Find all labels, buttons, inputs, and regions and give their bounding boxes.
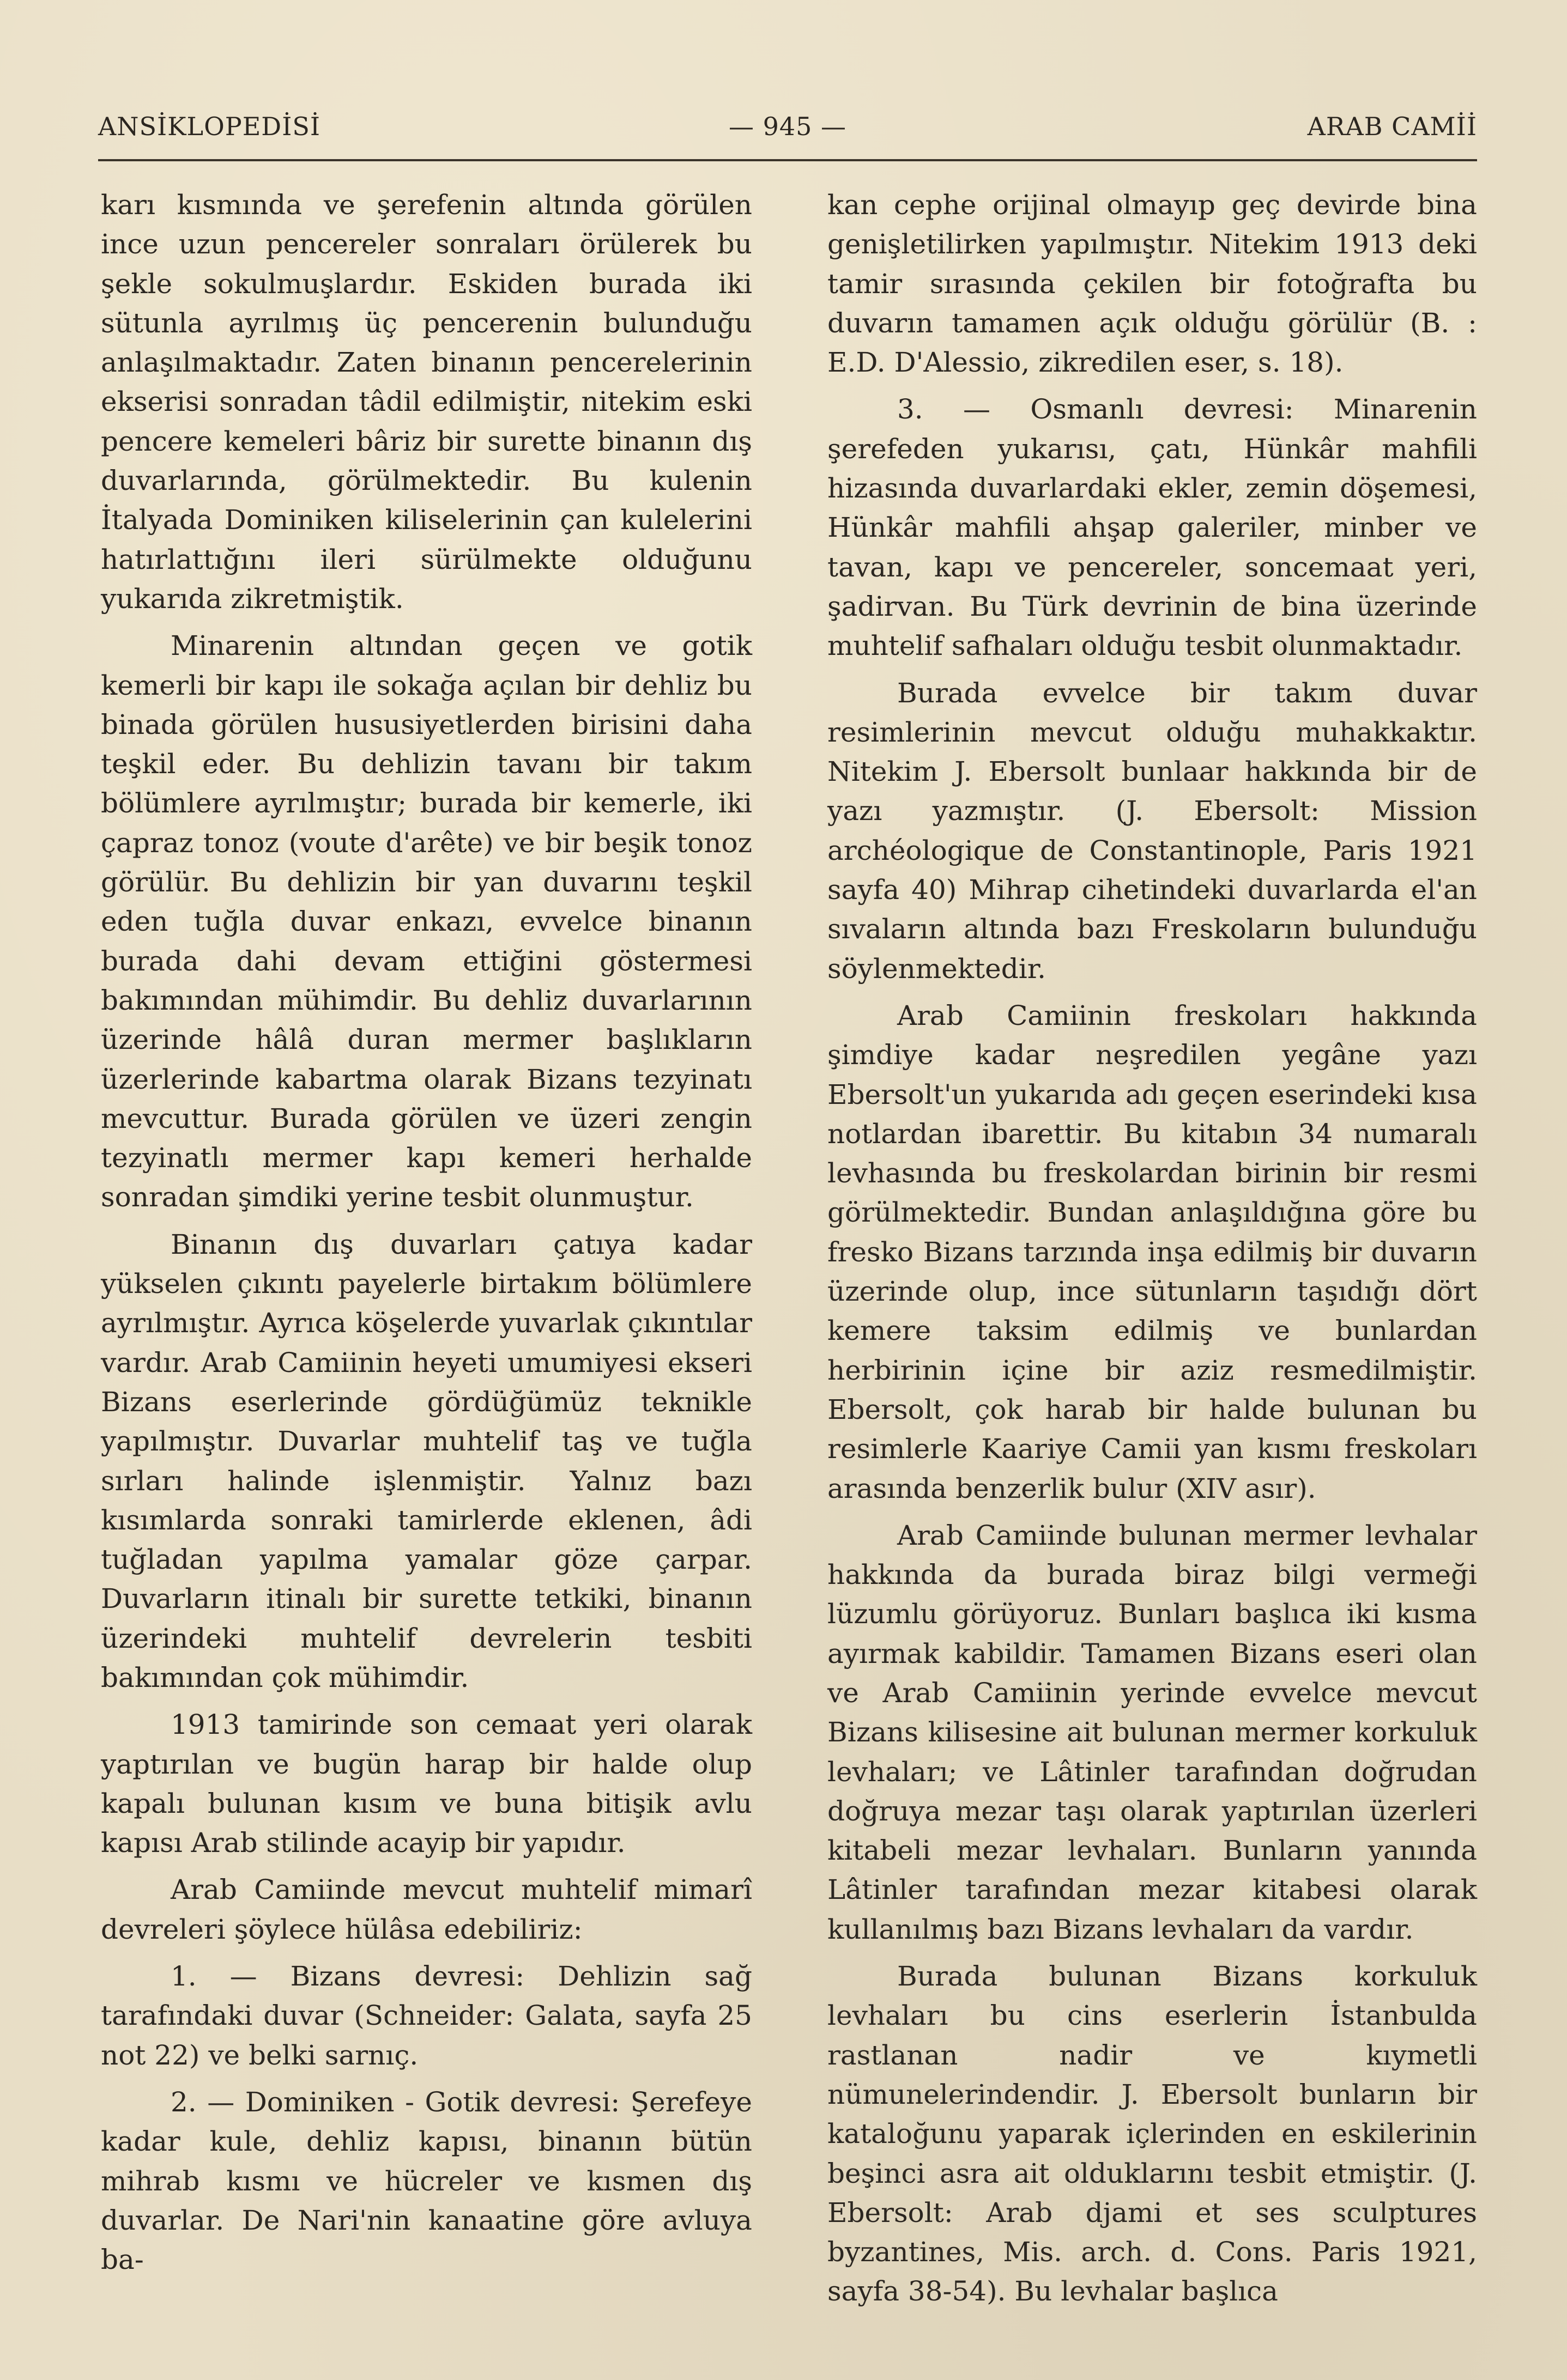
paragraph: Minarenin altından geçen ve gotik kemerli bir kapı ile sokağa açılan bir dehliz bu binada görülen hususiyetlerden birisini daha teşkil eder. Bu dehlizin tavanı bir takım bölümlere ayrılmıştır; burada bir kemerle, iki çapraz tonoz (voute d'arête) ve bir beşik tonoz görülür. Bu dehlizin bir yan duvarını teşkil eden tuğla duvar enkazı, evvelce binanın burada dahi devam ettiğini göstermesi bakımından mühimdir. Bu dehliz duvarlarının üzerinde hâlâ duran mermer başlıkların üzerlerinde kabartma olarak Bizans tezyinatı mevcuttur. Burada görülen ve üzeri zengin tezyinatlı mermer kapı kemeri herhalde sonradan şimdiki yerine tesbit olunmuştur. [101, 630, 752, 1213]
header-right: ARAB CAMİİ [1307, 112, 1477, 141]
paragraph: Arab Camiinin freskoları hakkında şimdiye kadar neşredilen yegâne yazı Ebersolt'un yukarıda adı geçen eserindeki kısa notlardan ibarettir. Bu kitabın 34 numaralı levhasında bu freskolardan birinin bir resmi görülmektedir. Bundan anlaşıldığına göre bu fresko Bizans tarzında inşa edilmiş bir duvarın üzerinde olup, ince sütunların taşıdığı dört kemere taksim edilmiş ve bunlardan herbirinin içine bir aziz resmedilmiştir. Ebersolt, çok harab bir halde bulunan bu resimlerle Kaariye Camii yan kısmı freskoları arasında benzerlik bulur (XIV asır). [827, 999, 1477, 1504]
paragraph: Binanın dış duvarları çatıya kadar yükselen çıkıntı payelerle birtakım bölümlere ayrılmıştır. Ayrıca köşelerde yuvarlak çıkıntılar vardır. Arab Camiinin heyeti umumiyesi ekseri Bizans eserlerinde gördüğümüz teknikle yapılmıştır. Duvarlar muhtelif taş ve tuğla sırları halinde işlenmiştir. Yalnız bazı kısımlarda sonraki tamirlerde eklenen, âdi tuğladan yapılma yamalar göze çarpar. Duvarların itinalı bir surette tetkiki, binanın üzerindeki muhtelif devrelerin tesbiti bakımından çok mühimdir. [101, 1228, 752, 1693]
paragraph: 2. — Dominiken - Gotik devresi: Şerefeye kadar kule, dehliz kapısı, binanın bütün mihrab kısmı ve hücreler ve kısmen dış duvarlar. De Nari'nin kanaatine göre avluya ba- [101, 2086, 752, 2276]
paragraph: Burada bulunan Bizans korkuluk levhaları bu cins eserlerin İstanbulda rastlanan nadir ve kıymetli nümunelerindendir. J. Ebersolt bunların bir kataloğunu yaparak içlerinden en eskilerinin beşinci asra ait olduklarını tesbit etmiştir. (J. Ebersolt: Arab djami et ses sculptures byzantines, Mis. arch. d. Cons. Paris 1921, sayfa 38-54). Bu levhalar başlıca [827, 1960, 1477, 2308]
paragraph: Burada evvelce bir takım duvar resimlerinin mevcut olduğu muhakkaktır. Nitekim J. Ebersolt bunlaar hakkında bir de yazı yazmıştır. (J. Ebersolt: Mission archéologique de Constantinople, Paris 1921 sayfa 40) Mihrap cihetindeki duvarlarda el'an sıvaların altında bazı Freskoların bulunduğu söylenmektedir. [827, 677, 1477, 985]
paragraph: kan cephe orijinal olmayıp geç devirde bina genişletilirken yapılmıştır. Nitekim 1913 deki tamir sırasında çekilen bir fotoğrafta bu duvarın tamamen açık olduğu görülür (B. : E.D. D'Alessio, zikredilen eser, s. 18). [827, 189, 1477, 379]
right-column [827, 185, 1477, 2319]
left-column [101, 185, 752, 2287]
header-rule [98, 159, 1477, 161]
paragraph: 3. — Osmanlı devresi: Minarenin şerefeden yukarısı, çatı, Hünkâr mahfili hizasında duvarlardaki ekler, zemin döşemesi, Hünkâr mahfili ahşap galeriler, minber ve tavan, kapı ve pencereler, soncemaat yeri, şadirvan. Bu Türk devrinin de bina üzerinde muhtelif safhaları olduğu tesbit olunmaktadır. [827, 393, 1477, 662]
paragraph: Arab Camiinde bulunan mermer levhalar hakkında da burada biraz bilgi vermeği lüzumlu görüyoruz. Bunları başlıca iki kısma ayırmak kabildir. Tamamen Bizans eseri olan ve Arab Camiinin yerinde evvelce mevcut Bizans kilisesine ait bulunan mermer korkuluk levhaları; ve Lâtinler tarafından doğrudan doğruya mezar taşı olarak yaptırılan üzerleri kitabeli mezar levhaları. Bunların yanında Lâtinler tarafından mezar kitabesi olarak kullanılmış bazı Bizans levhaları da vardır. [827, 1519, 1477, 1945]
paragraph: Arab Camiinde mevcut muhtelif mimarî devreleri şöylece hülâsa edebiliriz: [101, 1874, 752, 1945]
running-header [98, 112, 1477, 150]
paragraph: 1913 tamirinde son cemaat yeri olarak yaptırılan ve bugün harap bir halde olup kapalı bulunan kısım ve buna bitişik avlu kapısı Arab stilinde acayip bir yapıdır. [101, 1709, 752, 1859]
paragraph: 1. — Bizans devresi: Dehlizin sağ tarafındaki duvar (Schneider: Galata, sayfa 25 not 22) ve belki sarnıç. [101, 1960, 752, 2071]
page-number: — 945 — [728, 112, 847, 141]
paragraph: karı kısmında ve şerefenin altında görülen ince uzun pencereler sonraları örülerek bu şekle sokulmuşlardır. Eskiden burada iki sütunla ayrılmış üç pencerenin bulunduğu anlaşılmaktadır. Zaten binanın pencerelerinin ekserisi sonradan tâdil edilmiştir, nitekim eski pencere kemeleri bâriz bir surette binanın dış duvarlarında, görülmektedir. Bu kulenin İtalyada Dominiken kiliselerinin çan kulelerini hatırlattığını ileri sürülmekte olduğunu yukarıda zikretmiştik. [101, 189, 752, 615]
header-left: ANSİKLOPEDİSİ [98, 112, 321, 141]
